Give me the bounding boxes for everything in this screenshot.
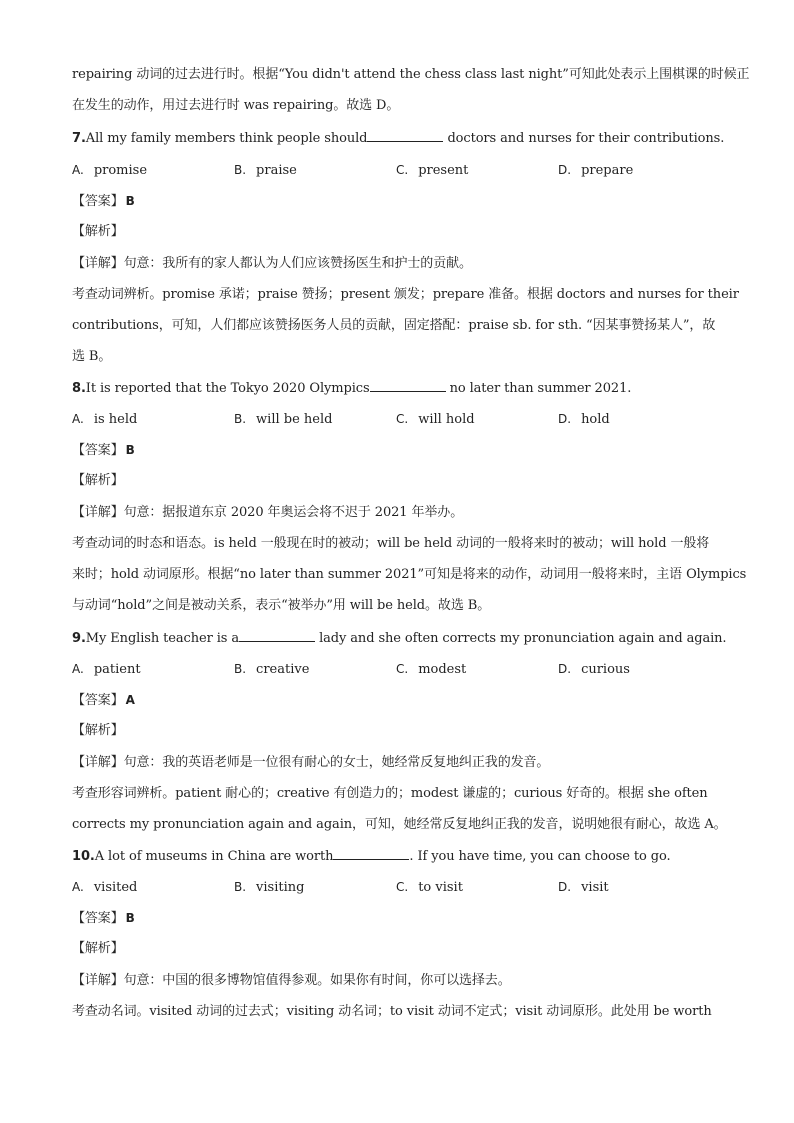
answer-blank <box>333 847 409 860</box>
question-text-after: lady and she often corrects my pronunciation again and again. <box>315 631 727 646</box>
question-text-after: doctors and nurses for their contributions. <box>443 131 725 146</box>
option-b: B. will be held <box>234 412 333 427</box>
answer-row: 【答案】 B <box>72 443 135 458</box>
answer-value: B <box>125 443 135 457</box>
question-text-before: It is reported that the Tokyo 2020 Olympics <box>85 381 370 396</box>
answer-blank <box>239 629 315 642</box>
option-b: B. praise <box>234 163 297 178</box>
detail-line: corrects my pronunciation again and again，可知，她经常反复地纠正我的发音，说明她很有耐心，故选 A。 <box>72 817 727 832</box>
answer-row: 【答案】 B <box>72 194 135 209</box>
detail-line: 【详解】句意：我所有的家人都认为人们应该赞扬医生和护士的贡献。 <box>72 256 472 271</box>
detail-line: 与动词“hold”之间是被动关系，表示“被举办”用 will be held。故选 B。 <box>72 598 491 613</box>
question-number: 9. <box>72 631 86 646</box>
option-c: C. modest <box>396 662 467 677</box>
option-a: A. is held <box>72 412 138 427</box>
answer-blank <box>367 129 443 142</box>
option-a: A. visited <box>72 880 138 895</box>
answer-value: B <box>125 911 135 925</box>
answer-row: 【答案】 A <box>72 693 135 708</box>
option-d: D. hold <box>558 412 610 427</box>
answer-value: A <box>125 693 135 707</box>
detail-line: 【详解】句意：我的英语老师是一位很有耐心的女士，她经常反复地纠正我的发音。 <box>72 755 550 770</box>
detail-line: 考查形容词辨析。patient 耐心的；creative 有创造力的；modest 谦虚的；curious 好奇的。根据 she often <box>72 786 708 801</box>
option-a: A. patient <box>72 662 141 677</box>
option-c: C. to visit <box>396 880 463 895</box>
detail-line: 选 B。 <box>72 349 112 364</box>
detail-line: contributions，可知，人们都应该赞扬医务人员的贡献，固定搭配：praise sb. for sth. “因某事赞扬某人”，故 <box>72 318 716 333</box>
analysis-label: 【解析】 <box>72 941 124 956</box>
intro-line-1: repairing 动词的过去进行时。根据“You didn't attend the chess class last night”可知此处表示上围棋课的时候正 <box>72 67 750 82</box>
question-number: 10. <box>72 849 95 864</box>
option-b: B. visiting <box>234 880 305 895</box>
detail-line: 来时；hold 动词原形。根据“no later than summer 2021”可知是将来的动作，动词用一般将来时，主语 Olympics <box>72 567 747 582</box>
question-number: 7. <box>72 131 86 146</box>
answer-value: B <box>125 194 135 208</box>
analysis-label: 【解析】 <box>72 723 124 738</box>
question-7-stem <box>72 129 732 148</box>
option-d: D. prepare <box>558 163 634 178</box>
option-c: C. will hold <box>396 412 475 427</box>
option-a: A. promise <box>72 163 148 178</box>
question-9-stem <box>72 629 732 648</box>
analysis-label: 【解析】 <box>72 473 124 488</box>
detail-line: 考查动词辨析。promise 承诺；praise 赞扬；present 颁发；prepare 准备。根据 doctors and nurses for their <box>72 287 739 302</box>
analysis-label: 【解析】 <box>72 224 124 239</box>
answer-row: 【答案】 B <box>72 911 135 926</box>
question-10-stem <box>72 847 732 866</box>
option-d: D. visit <box>558 880 609 895</box>
question-text-before: All my family members think people should <box>85 131 368 146</box>
detail-line: 【详解】句意：据报道东京 2020 年奥运会将不迟于 2021 年举办。 <box>72 505 464 520</box>
question-8-stem <box>72 379 732 398</box>
detail-line: 【详解】句意：中国的很多博物馆值得参观。如果你有时间，你可以选择去。 <box>72 973 511 988</box>
question-number: 8. <box>72 381 86 396</box>
option-c: C. present <box>396 163 469 178</box>
intro-line-2: 在发生的动作，用过去进行时 was repairing。故选 D。 <box>72 98 400 113</box>
question-text-after: . If you have time, you can choose to go. <box>409 849 671 864</box>
answer-blank <box>370 379 446 392</box>
question-text-before: A lot of museums in China are worth <box>94 849 334 864</box>
option-d: D. curious <box>558 662 630 677</box>
question-text-before: My English teacher is a <box>85 631 240 646</box>
option-b: B. creative <box>234 662 310 677</box>
detail-line: 考查动词的时态和语态。is held 一般现在时的被动；will be held 动词的一般将来时的被动；will hold 一般将 <box>72 536 710 551</box>
question-text-after: no later than summer 2021. <box>445 381 632 396</box>
detail-line: 考查动名词。visited 动词的过去式；visiting 动名词；to visit 动词不定式；visit 动词原形。此处用 be worth <box>72 1004 712 1019</box>
